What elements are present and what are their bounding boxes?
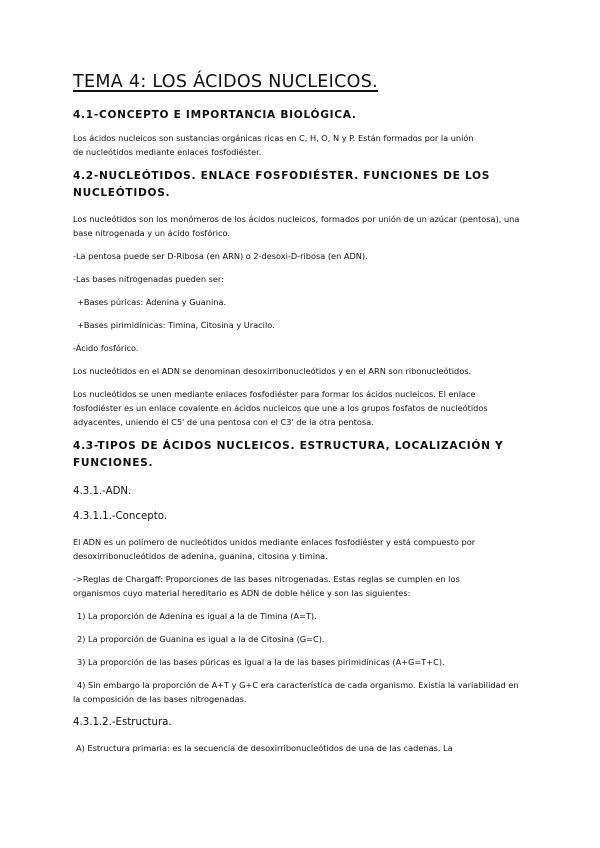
paragraph-line: Los nucleótidos en el ADN se denominan desoxirribonucleótidos y en el ARN son ribonucleótidos. — [73, 366, 472, 376]
paragraph-line: de nucleótidos mediante enlaces fosfodiéster. — [73, 147, 262, 157]
section-4-3-heading: 4.3-TIPOS DE ÁCIDOS NUCLEICOS. ESTRUCTURA, LOCALIZACIÓN Y — [73, 440, 504, 452]
paragraph-line: Los nucleótidos se unen mediante enlaces fosfodiéster para formar los ácidos nucleicos. El enlace — [73, 389, 476, 399]
subsection-4-3-1-2: 4.3.1.2.-Estructura. — [73, 717, 172, 728]
list-item: -Las bases nitrogenadas pueden ser: — [73, 274, 224, 284]
section-4-2-heading: 4.2-NUCLEÓTIDOS. ENLACE FOSFODIÉSTER. FUNCIONES DE LOS — [73, 170, 491, 182]
section-4-2-heading-cont: NUCLEÓTIDOS. — [73, 187, 171, 199]
list-item: +Bases púricas: Adenina y Guanina. — [77, 297, 227, 307]
paragraph-line: El ADN es un polímero de nucleótidos unidos mediante enlaces fosfodiéster y está compuesto por — [73, 537, 476, 547]
paragraph-line: base nitrogenada y un ácido fosfórico. — [73, 228, 230, 238]
list-item: -Ácido fosfórico. — [73, 343, 139, 353]
list-item: 3) La proporción de las bases púricas es igual a la de las bases pirimidínicas (A+G=T+C). — [77, 657, 445, 667]
paragraph-line: adyacentes, uniendo el C5' de una pentosa con el C3' de la otra pentosa. — [73, 417, 374, 427]
list-item: +Bases pirimidínicas: Timina, Citosina y Uracilo. — [77, 320, 275, 330]
section-4-3-heading-cont: FUNCIONES. — [73, 457, 154, 469]
paragraph-line: ->Reglas de Chargaff: Proporciones de las bases nitrogenadas. Estas reglas se cumplen en los — [73, 574, 460, 584]
paragraph-line: organismos cuyo material hereditario es ADN de doble hélice y son las siguientes: — [73, 588, 411, 598]
list-item: 1) La proporción de Adenina es igual a la de Timina (A=T). — [77, 611, 317, 621]
section-4-1-heading: 4.1-CONCEPTO E IMPORTANCIA BIOLÓGICA. — [73, 109, 357, 121]
paragraph-line: Los nucleótidos son los monómeros de los ácidos nucleicos, formados por unión de un azúcar (pentosa), una — [73, 214, 520, 224]
paragraph-line: fosfodiéster es un enlace covalente en ácidos nucleicos que une a los grupos fosfatos de nucleótidos — [73, 403, 488, 413]
subsection-4-3-1: 4.3.1.-ADN. — [73, 486, 132, 497]
subsection-4-3-1-1: 4.3.1.1.-Concepto. — [73, 511, 167, 522]
list-item: -La pentosa puede ser D-Ribosa (en ARN) o 2-desoxi-D-ribosa (en ADN). — [73, 251, 368, 261]
paragraph-line: desoxirribonucleótidos de adenina, guanina, citosina y timina. — [73, 551, 328, 561]
list-item: 2) La proporción de Guanina es igual a la de Citosina (G=C). — [77, 634, 325, 644]
paragraph-line: Los ácidos nucleicos son sustancias orgánicas ricas en C, H, O, N y P. Están formados por la unión — [73, 133, 474, 143]
list-item: 4) Sin embargo la proporción de A+T y G+C era característica de cada organismo. Existía la variabilidad en — [77, 680, 519, 690]
page-title: TEMA 4: LOS ÁCIDOS NUCLEICOS. — [73, 72, 378, 92]
paragraph-line: A) Estructura primaria: es la secuencia de desoxirribonucleótidos de una de las cadenas. La — [76, 743, 453, 753]
paragraph-line: la composición de las bases nitrogenadas. — [73, 694, 247, 704]
